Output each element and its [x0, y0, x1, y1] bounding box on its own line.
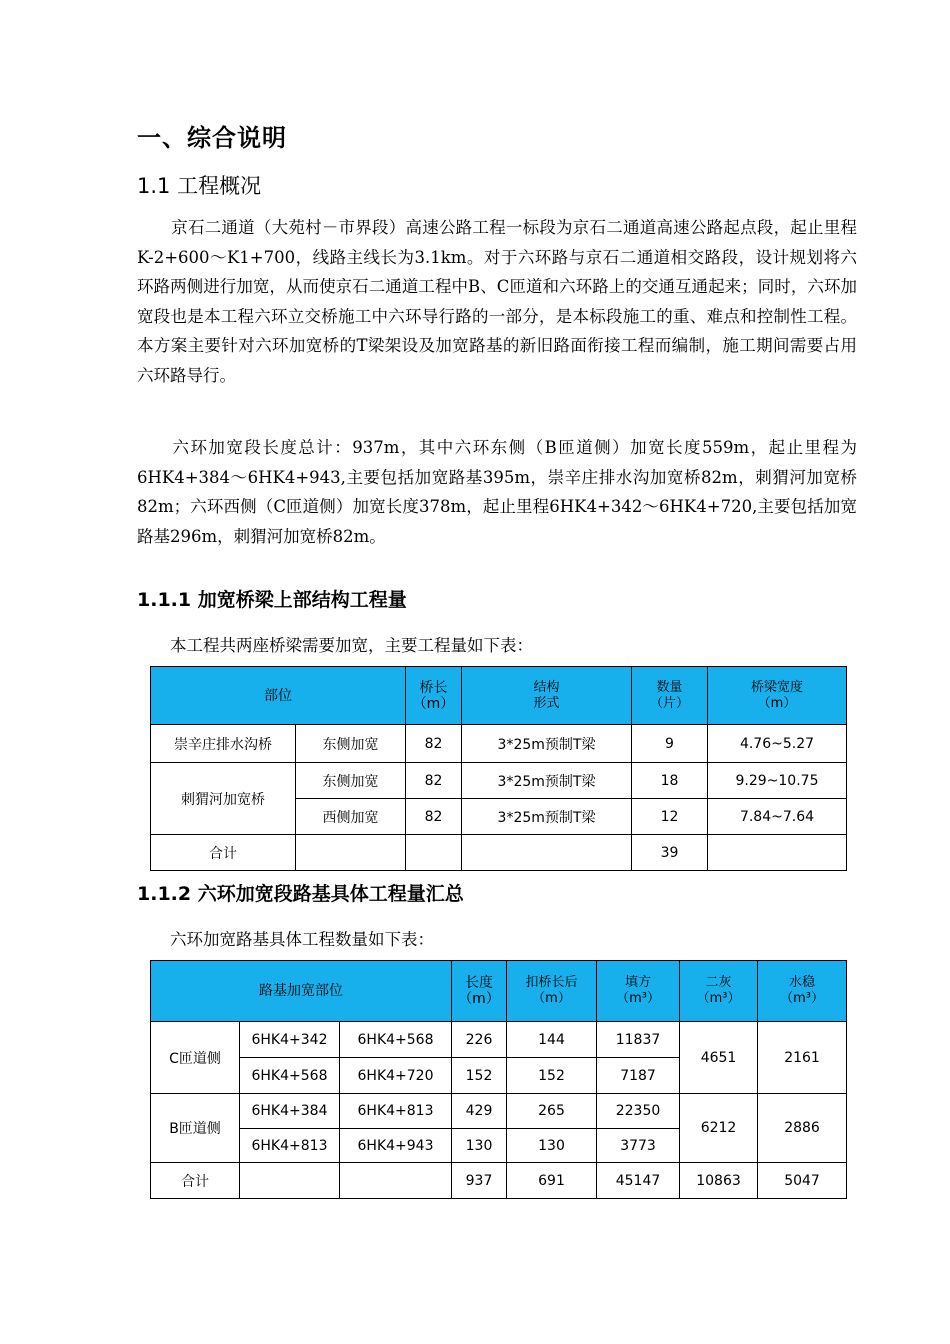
cell-empty [406, 835, 462, 871]
header-stab-l2: （m³） [780, 991, 824, 1006]
table-header-row [151, 961, 847, 1022]
cell-total-qty: 39 [632, 835, 708, 871]
cell-total-label: 合计 [151, 1163, 240, 1199]
header-width-l2: （m） [757, 695, 797, 711]
cell-length: 152 [452, 1058, 507, 1094]
cell-net: 265 [507, 1094, 597, 1129]
header-stab-l1: 水稳 [789, 975, 816, 990]
cell-qty: 18 [632, 763, 708, 799]
cell-to: 6HK4+943 [340, 1129, 452, 1163]
paragraph-1 [137, 213, 857, 390]
cell-length: 226 [452, 1022, 507, 1058]
header-qty-l1: 数量 [656, 679, 683, 695]
header-stab [758, 961, 847, 1022]
header-qty [632, 667, 708, 725]
cell-width: 9.29~10.75 [708, 763, 847, 799]
header-lime-l1: 二灰 [705, 975, 732, 990]
paragraph-2 [137, 433, 857, 551]
header-lime-l2: （m³） [696, 991, 741, 1006]
header-lime [680, 961, 758, 1022]
header-structure [462, 667, 632, 725]
cell-total-length: 937 [452, 1163, 507, 1199]
cell-empty [240, 1163, 340, 1199]
heading-1: 一、综合说明 [137, 124, 287, 152]
header-structure-l1: 结构 [533, 679, 560, 695]
header-qty-l2: （片） [649, 695, 689, 711]
cell-from: 6HK4+342 [240, 1022, 340, 1058]
cell-qty: 9 [632, 725, 708, 763]
cell-net: 152 [507, 1058, 597, 1094]
paragraph-2-text: 六环加宽段长度总计：937m，其中六环东侧（B匝道侧）加宽长度559m，起止里程为6HK4+384～6HK4+943,主要包括加宽路基395m，崇辛庄排水沟加宽桥82m，刺猬河加宽桥82m；六环西侧（C匝道侧）加宽长度378m，起止里程6HK4+342～6HK4+720,主要包括加宽路基296m，刺猬河加宽桥82m。 [137, 438, 857, 546]
cell-side: 东侧加宽 [296, 725, 406, 763]
section-2-intro: 六环加宽路基具体工程数量如下表： [170, 930, 434, 949]
cell-total-stab: 5047 [758, 1163, 847, 1199]
header-length: 长度（m） [452, 961, 507, 1022]
header-net-length [507, 961, 597, 1022]
cell-empty [340, 1163, 452, 1199]
header-fill-l1: 填方 [625, 975, 652, 990]
header-net-l2: （m） [532, 991, 571, 1006]
subgrade-quantity-table [150, 960, 847, 1199]
cell-stab: 2886 [758, 1094, 847, 1163]
cell-side: 西侧加宽 [296, 799, 406, 835]
cell-to: 6HK4+720 [340, 1058, 452, 1094]
header-structure-l2: 形式 [533, 695, 560, 711]
cell-length: 82 [406, 725, 462, 763]
cell-from: 6HK4+568 [240, 1058, 340, 1094]
cell-fill: 7187 [597, 1058, 680, 1094]
header-part: 路基加宽部位 [151, 961, 452, 1022]
cell-stab: 2161 [758, 1022, 847, 1094]
header-width [708, 667, 847, 725]
header-width-l1: 桥梁宽度 [750, 679, 803, 695]
cell-from: 6HK4+384 [240, 1094, 340, 1129]
cell-structure: 3*25m预制T梁 [462, 763, 632, 799]
cell-bridge: 刺猬河加宽桥 [151, 763, 296, 835]
cell-bridge: 崇辛庄排水沟桥 [151, 725, 296, 763]
cell-total-fill: 45147 [597, 1163, 680, 1199]
cell-structure: 3*25m预制T梁 [462, 799, 632, 835]
section-2-heading: 1.1.2 六环加宽段路基具体工程量汇总 [137, 883, 464, 905]
cell-length: 429 [452, 1094, 507, 1129]
cell-lime: 4651 [680, 1022, 758, 1094]
table-row [151, 1094, 847, 1129]
cell-length: 130 [452, 1129, 507, 1163]
cell-fill: 22350 [597, 1094, 680, 1129]
cell-group: C匝道侧 [151, 1022, 240, 1094]
section-1-intro: 本工程共两座桥梁需要加宽，主要工程量如下表： [170, 636, 533, 655]
header-fill [597, 961, 680, 1022]
cell-width: 4.76~5.27 [708, 725, 847, 763]
heading-2: 1.1 工程概况 [137, 174, 262, 198]
cell-empty [296, 835, 406, 871]
cell-total-label: 合计 [151, 835, 296, 871]
table-row [151, 763, 847, 799]
header-part: 部位 [151, 667, 406, 725]
table-row [151, 725, 847, 763]
cell-lime: 6212 [680, 1094, 758, 1163]
cell-from: 6HK4+813 [240, 1129, 340, 1163]
cell-empty [462, 835, 632, 871]
cell-total-lime: 10863 [680, 1163, 758, 1199]
cell-total-net: 691 [507, 1163, 597, 1199]
cell-to: 6HK4+568 [340, 1022, 452, 1058]
cell-structure: 3*25m预制T梁 [462, 725, 632, 763]
cell-qty: 12 [632, 799, 708, 835]
cell-group: B匝道侧 [151, 1094, 240, 1163]
header-net-l1: 扣桥长后 [525, 975, 578, 990]
paragraph-1-text: 京石二通道（大苑村－市界段）高速公路工程一标段为京石二通道高速公路起点段，起止里程K-2+600～K1+700，线路主线长为3.1km。对于六环路与京石二通道相交路段，设计规划将六环路两侧进行加宽，从而使京石二通道工程中B、C匝道和六环路上的交通互通起来；同时，六环加宽段也是本工程六环立交桥施工中六环导行路的一部分，是本标段施工的重、难点和控制性工程。本方案主要针对六环加宽桥的T梁架设及加宽路基的新旧路面衔接工程而编制，施工期间需要占用六环路导行。 [137, 218, 857, 385]
cell-net: 144 [507, 1022, 597, 1058]
cell-to: 6HK4+813 [340, 1094, 452, 1129]
cell-fill: 11837 [597, 1022, 680, 1058]
bridge-quantity-table [150, 666, 847, 871]
table-header-row [151, 667, 847, 725]
cell-length: 82 [406, 799, 462, 835]
cell-side: 东侧加宽 [296, 763, 406, 799]
cell-width: 7.84~7.64 [708, 799, 847, 835]
table-total-row [151, 1163, 847, 1199]
cell-empty [708, 835, 847, 871]
header-length: 桥长（m） [406, 667, 462, 725]
table-total-row [151, 835, 847, 871]
cell-fill: 3773 [597, 1129, 680, 1163]
table-row [151, 1022, 847, 1058]
cell-net: 130 [507, 1129, 597, 1163]
cell-length: 82 [406, 763, 462, 799]
section-1-heading: 1.1.1 加宽桥梁上部结构工程量 [137, 589, 407, 611]
header-fill-l2: （m³） [616, 991, 660, 1006]
